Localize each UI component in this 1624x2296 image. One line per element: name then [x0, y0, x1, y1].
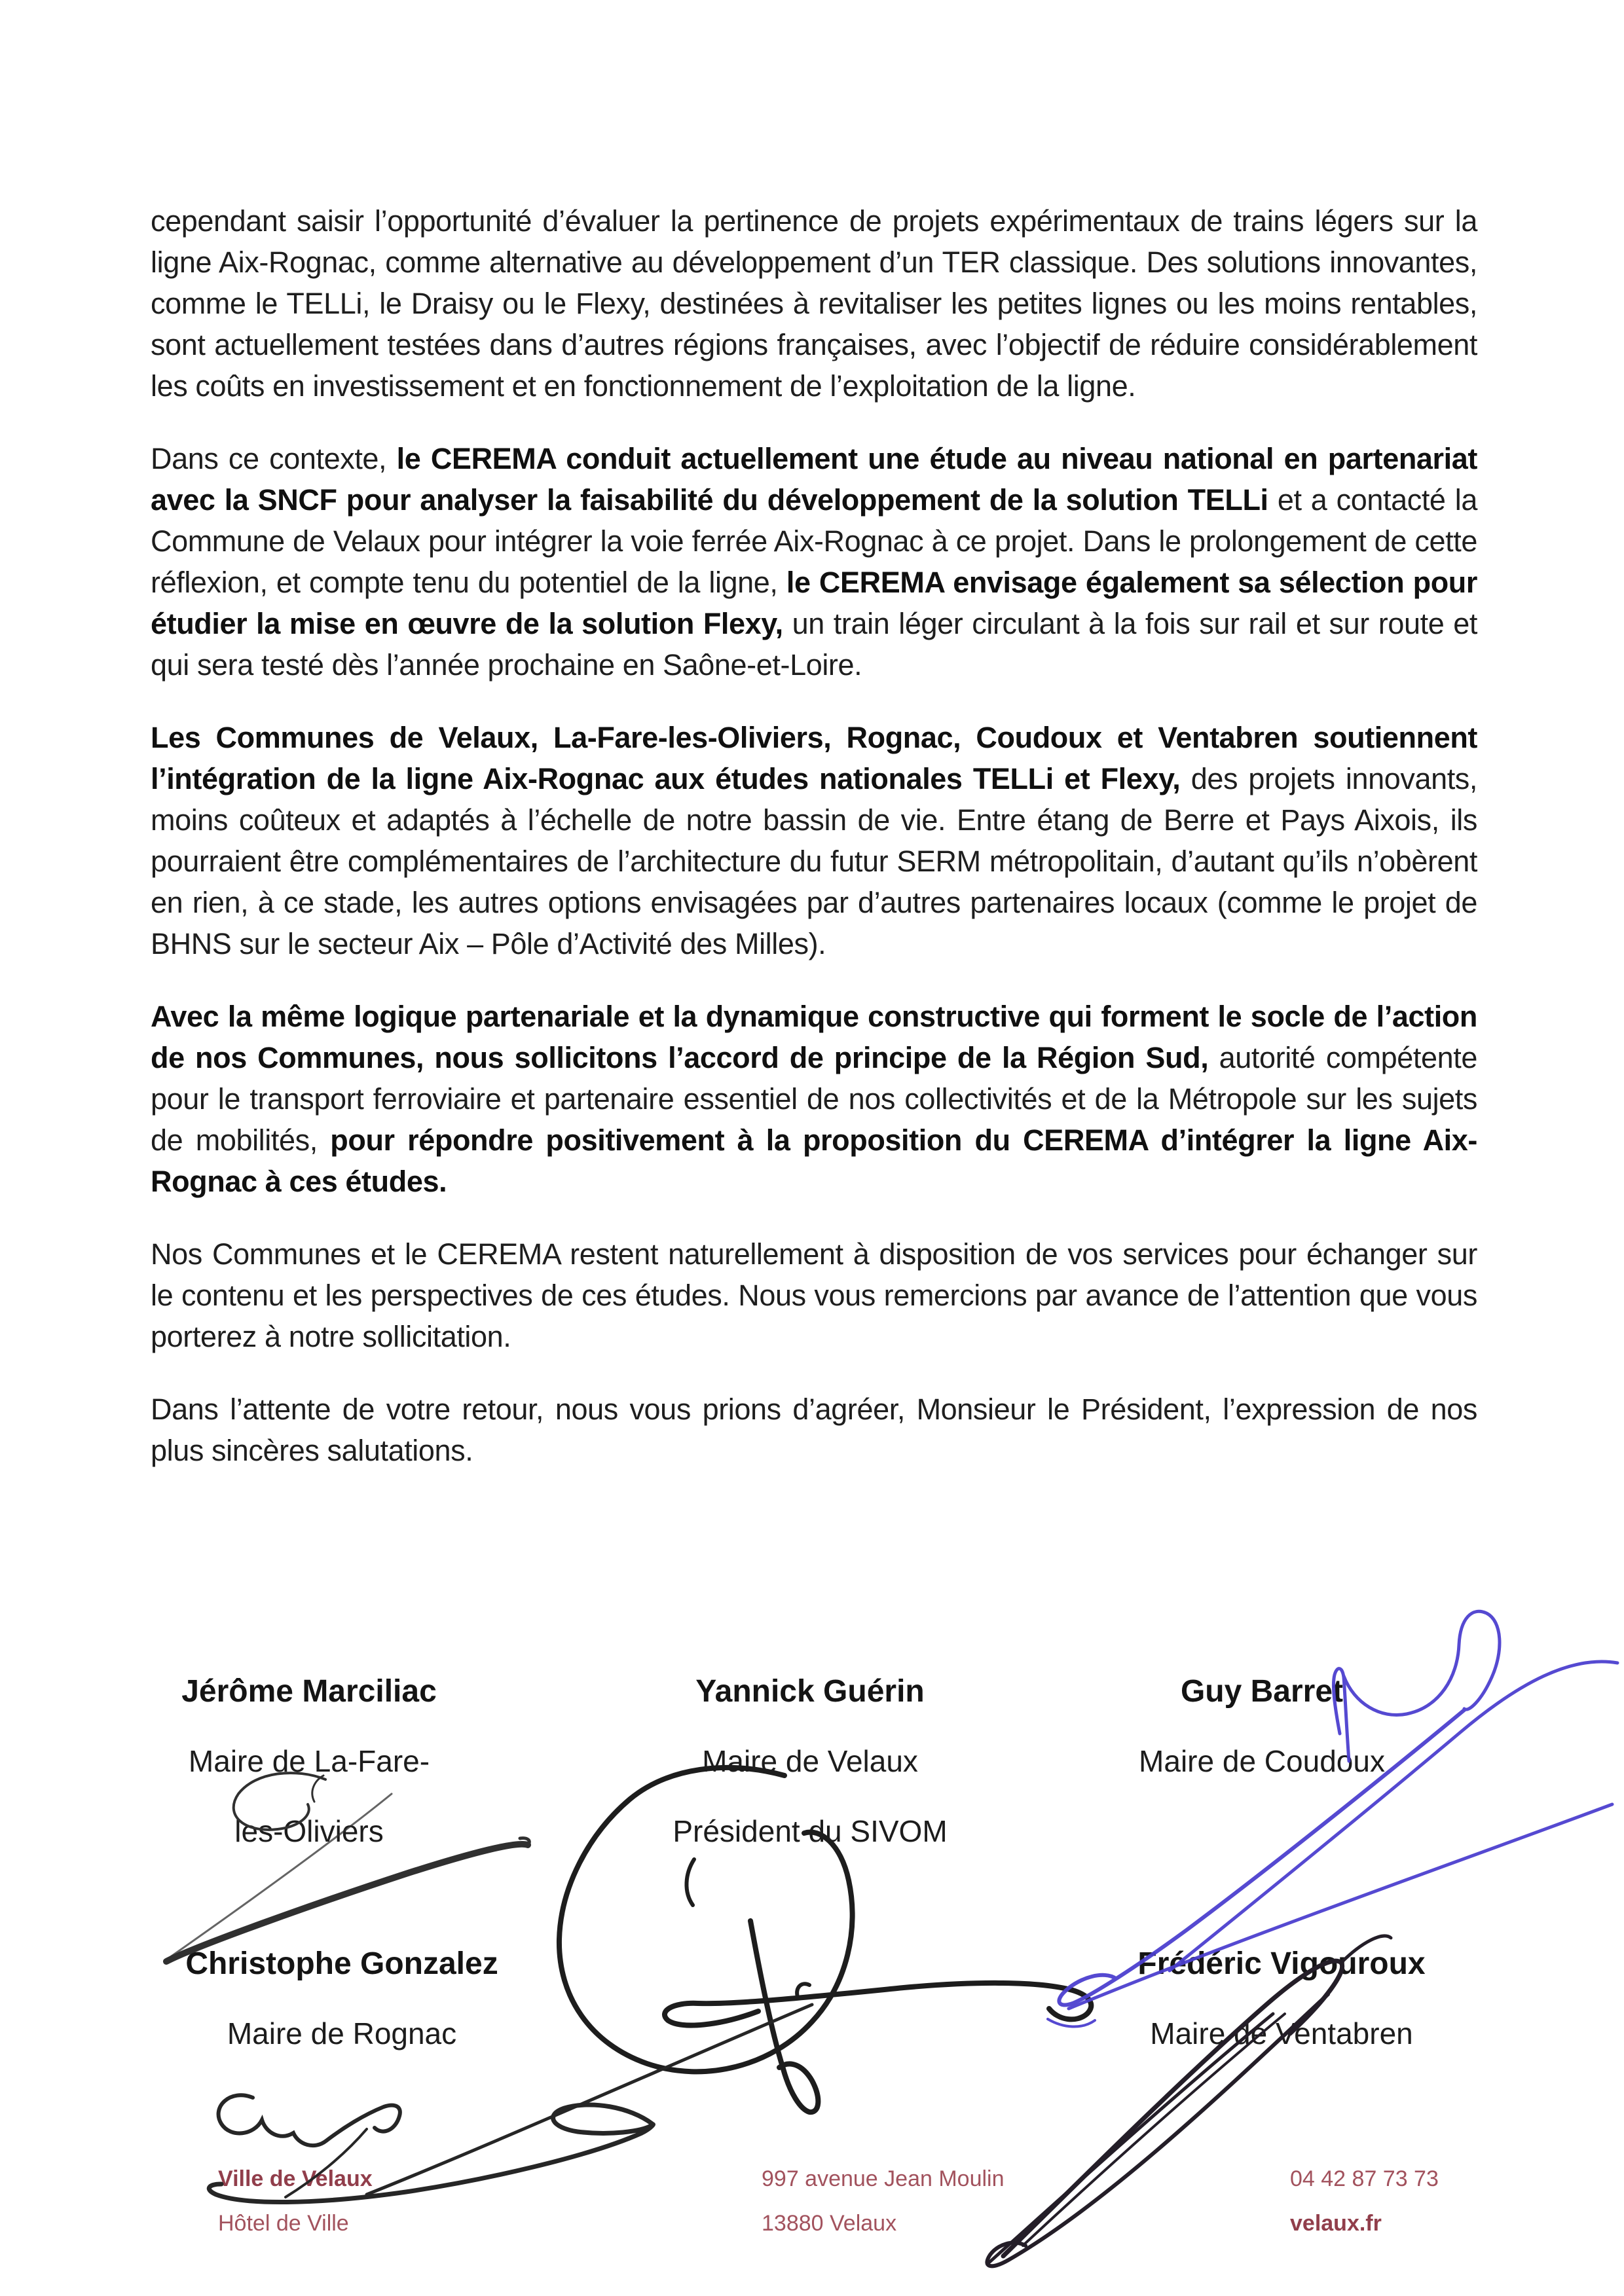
- footer-contact-column: [1290, 2157, 1439, 2246]
- paragraph-1: [151, 200, 1477, 407]
- footer-address-column: [762, 2157, 1005, 2246]
- signatory-vigouroux-title-1: Maire de Ventabren: [1150, 2016, 1413, 2050]
- paragraph-2-seg-1: Dans ce contexte,: [151, 442, 397, 475]
- signatory-marciliac-name: Jérôme Marciliac: [181, 1674, 437, 1709]
- signatory-marciliac-title-2: les-Oliviers: [234, 1814, 384, 1848]
- signatory-guerin-title-2: Président du SIVOM: [673, 1814, 948, 1848]
- signatory-gonzalez-title-1: Maire de Rognac: [227, 2016, 457, 2050]
- signatory-barret: [1139, 1656, 1385, 1796]
- paragraph-2: [151, 438, 1477, 685]
- paragraph-1-text: cependant saisir l’opportunité d’évaluer la pertinence de projets expérimentaux de trains légers sur la ligne Aix-Rognac, comme alternative au développement d’un TER classique. Des solutions innovantes, comme le TELLi, le Draisy ou le Flexy, destinées à revitaliser les petites lignes ou les moins rentables, sont actuellement testées dans d’autres régions françaises, avec l’objectif de réduire considérablement les coûts en investissement et en fonctionnement de l’exploitation de la ligne.: [151, 204, 1477, 403]
- signatory-vigouroux: [1137, 1929, 1425, 2069]
- signatory-gonzalez-name: Christophe Gonzalez: [185, 1946, 498, 1981]
- signatory-vigouroux-name: Frédéric Vigouroux: [1137, 1946, 1426, 1981]
- signatory-marciliac: [181, 1656, 437, 1867]
- paragraph-3-seg-1: Les Communes de Velaux, La-Fare-les-Oliviers, Rognac, Coudoux et Ventabren soutiennent l’intégration de la ligne Aix-Rognac aux études nationales TELLi et Flexy,: [151, 721, 1477, 795]
- paragraph-5-text: Nos Communes et le CEREMA restent naturellement à disposition de vos services pour échanger sur le contenu et les perspectives de ces études. Nous vous remercions par avance de l’attention que vous porterez à notre sollicitation.: [151, 1237, 1477, 1353]
- paragraph-4-seg-2: autorité compétente pour le transport ferroviaire et partenaire essentiel de nos collectivités et de la Métropole sur les sujets de mobilités,: [151, 1041, 1477, 1157]
- footer-website: velaux.fr: [1290, 2211, 1382, 2236]
- signatory-guerin-name: Yannick Guérin: [695, 1674, 925, 1709]
- paragraph-4: [151, 996, 1477, 1202]
- paragraph-5: [151, 1233, 1477, 1357]
- paragraph-4-seg-1: Avec la même logique partenariale et la dynamique constructive qui forment le socle de l’action de nos Communes, nous sollicitons l’accord de principe de la Région Sud,: [151, 1000, 1477, 1074]
- paragraph-2-seg-5: un train léger circulant à la fois sur rail et sur route et qui sera testé dès l’année prochaine en Saône-et-Loire.: [151, 607, 1477, 682]
- footer-org-sub: Hôtel de Ville: [218, 2211, 349, 2236]
- paragraph-3: [151, 717, 1477, 964]
- signatory-guerin: [673, 1656, 947, 1867]
- footer-address-line1: 997 avenue Jean Moulin: [762, 2166, 1005, 2191]
- paragraph-4-seg-3: pour répondre positivement à la proposition du CEREMA d’intégrer la ligne Aix-Rognac à ces études.: [151, 1123, 1477, 1198]
- paragraph-6-text: Dans l’attente de votre retour, nous vous prions d’agréer, Monsieur le Président, l’expression de nos plus sincères salutations.: [151, 1393, 1477, 1467]
- paragraph-2-seg-3: et a contacté la Commune de Velaux pour intégrer la voie ferrée Aix-Rognac à ce projet. Dans le prolongement de cette réflexion, et compte tenu du potentiel de la ligne,: [151, 483, 1478, 599]
- footer-address-line2: 13880 Velaux: [762, 2211, 897, 2236]
- footer-org-column: [218, 2157, 373, 2246]
- letter-body: [151, 200, 1477, 1503]
- signatory-gonzalez: [185, 1929, 498, 2069]
- signatory-barret-title-1: Maire de Coudoux: [1139, 1744, 1385, 1778]
- signatory-marciliac-title-1: Maire de La-Fare-: [188, 1744, 430, 1778]
- paragraph-6: [151, 1389, 1477, 1471]
- footer-org-name: Ville de Velaux: [218, 2166, 373, 2191]
- footer-phone: 04 42 87 73 73: [1290, 2166, 1439, 2191]
- paragraph-2-seg-4: le CEREMA envisage également sa sélection pour étudier la mise en œuvre de la solution Flexy,: [151, 566, 1478, 640]
- signatory-barret-name: Guy Barret: [1180, 1674, 1344, 1709]
- signatory-guerin-title-1: Maire de Velaux: [702, 1744, 918, 1778]
- paragraph-2-seg-2: le CEREMA conduit actuellement une étude au niveau national en partenariat avec la SNCF pour analyser la faisabilité du développement de la solution TELLi: [151, 442, 1477, 517]
- paragraph-3-seg-2: des projets innovants, moins coûteux et adaptés à l’échelle de notre bassin de vie. Entre étang de Berre et Pays Aixois, ils pourraient être complémentaires de l’architecture du futur SERM métropolitain, d’autant qu’ils n’obèrent en rien, à ce stade, les autres options envisagées par d’autres partenaires locaux (comme le projet de BHNS sur le secteur Aix – Pôle d’Activité des Milles).: [151, 762, 1477, 960]
